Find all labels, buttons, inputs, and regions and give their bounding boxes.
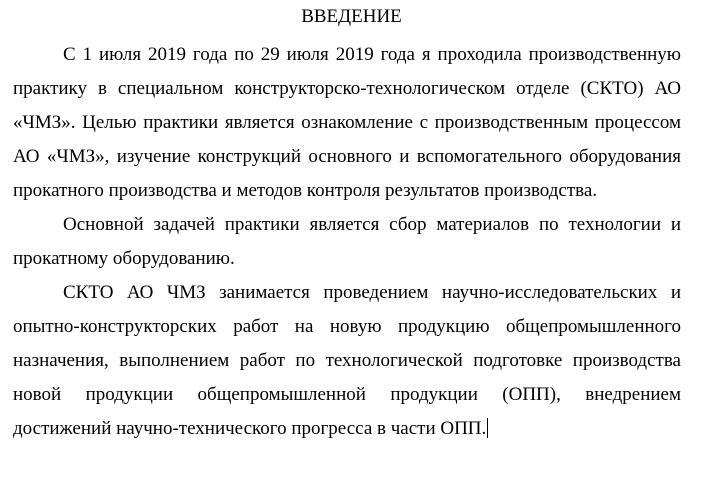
paragraph-internship-period: С 1 июля 2019 года по 29 июля 2019 года я проходила производственную практику в специальном конструкторско-технологическом отделе (СКТО) АО «ЧМЗ». Целью практики является ознакомление с производственным процессом АО «ЧМЗ», изучение конструкций основного и вспомогательного оборудования прокатного производства и методов контроля результатов производства. [13, 44, 681, 201]
document-body[interactable] [13, 38, 681, 446]
document-title: ВВЕДЕНИЕ [301, 6, 402, 27]
paragraph-skto-activities [13, 276, 681, 446]
paragraph-main-task: Основной задачей практики является сбор материалов по технологии и прокатному оборудованию. [13, 214, 681, 269]
text-cursor [487, 418, 488, 438]
paragraph-skto-text: СКТО АО ЧМЗ занимается проведением научно-исследовательских и опытно-конструкторских работ на новую продукцию общепромышленного назначения, выполнением работ по технологической подготовке производства новой продукции общепромышленной продукции (ОПП), внедрением достижений научно-технического прогресса в части ОПП. [13, 282, 681, 439]
